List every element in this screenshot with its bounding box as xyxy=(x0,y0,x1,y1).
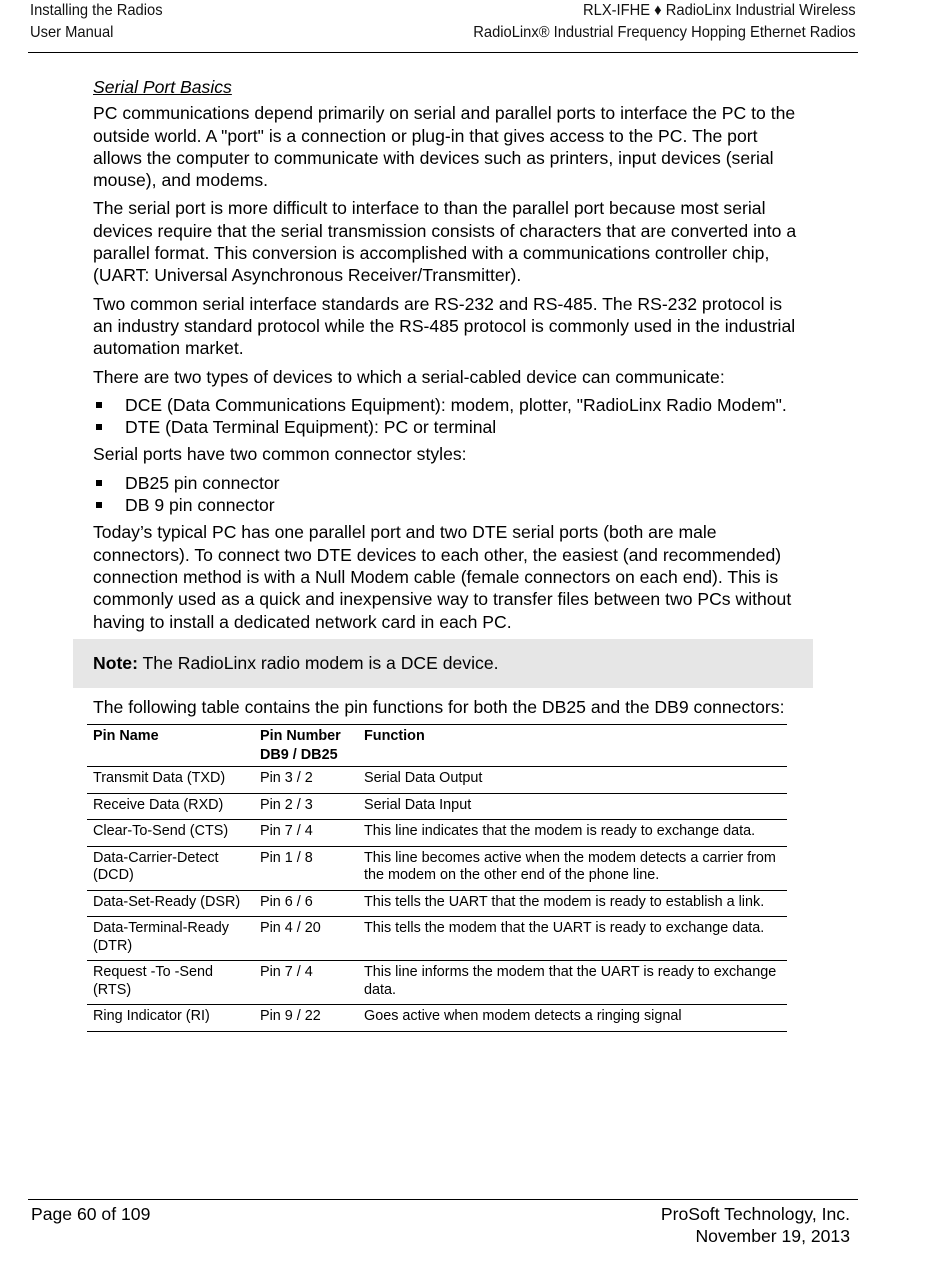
list-item-text: DCE (Data Communications Equipment): modem, plotter, "RadioLinx Radio Modem". xyxy=(125,394,787,415)
list-item-text: DB 9 pin connector xyxy=(125,495,275,516)
device-types-list xyxy=(93,394,798,439)
header-divider xyxy=(28,52,858,53)
column-header-pin-number-sub: DB9 / DB25 xyxy=(260,746,338,763)
paragraph-table-intro: The following table contains the pin functions for both the DB25 and the DB9 connectors: xyxy=(93,696,785,717)
note-text: The RadioLinx radio modem is a DCE device. xyxy=(137,652,499,673)
cell-pin-number: Pin 4 / 20 xyxy=(254,917,358,961)
header-product-line: RLX-IFHE ♦ RadioLinx Industrial Wireless xyxy=(583,2,856,19)
footer-right xyxy=(661,1203,850,1247)
header-doc-type: User Manual xyxy=(30,24,114,41)
table-row xyxy=(87,1005,787,1032)
cell-function: This tells the modem that the UART is ready to exchange data. xyxy=(358,917,787,961)
cell-pin-name: Clear-To-Send (CTS) xyxy=(87,820,254,847)
list-item xyxy=(93,416,798,438)
footer-divider xyxy=(28,1199,858,1200)
cell-pin-name: Data-Set-Ready (DSR) xyxy=(87,890,254,917)
note-box xyxy=(73,639,813,688)
table-row xyxy=(87,767,787,794)
table-row xyxy=(87,961,787,1005)
cell-pin-name: Receive Data (RXD) xyxy=(87,793,254,820)
company-name: ProSoft Technology, Inc. xyxy=(660,1204,850,1224)
cell-pin-name: Data-Carrier-Detect (DCD) xyxy=(87,846,254,890)
cell-function: This line indicates that the modem is ready to exchange data. xyxy=(358,820,787,847)
cell-pin-name: Ring Indicator (RI) xyxy=(87,1005,254,1032)
cell-pin-name: Data-Terminal-Ready (DTR) xyxy=(87,917,254,961)
cell-pin-number: Pin 7 / 4 xyxy=(254,961,358,1005)
bullet-icon xyxy=(96,402,102,408)
cell-pin-number: Pin 9 / 22 xyxy=(254,1005,358,1032)
section-title: Serial Port Basics xyxy=(93,77,232,97)
paragraph-connector-intro: Serial ports have two common connector styles: xyxy=(93,444,467,465)
cell-pin-number: Pin 7 / 4 xyxy=(254,820,358,847)
column-header-pin-number xyxy=(254,725,358,767)
header-section-title: Installing the Radios xyxy=(30,2,163,19)
table-row xyxy=(87,846,787,890)
cell-function: This line becomes active when the modem detects a carrier from the modem on the other end of the phone line. xyxy=(358,846,787,890)
paragraph-standards: Two common serial interface standards are RS-232 and RS-485. The RS-232 protocol is an industry standard protocol while the RS-485 protocol is commonly used in the industrial automation market. xyxy=(93,293,796,359)
list-item xyxy=(93,394,798,416)
paragraph-typical-pc: Today’s typical PC has one parallel port and two DTE serial ports (both are male connectors). To connect two DTE devices to each other, the easiest (and recommended) connection method is with a Null Modem cable (female connectors on each end). This is commonly used as a quick and inexpensive way to transfer files between two PCs without having to install a dedicated network card in each PC. xyxy=(93,522,792,632)
column-header-pin-number-label: Pin Number xyxy=(260,728,341,745)
list-item-text: DB25 pin connector xyxy=(125,472,280,493)
table-header-row xyxy=(87,725,787,767)
header-product-name: RadioLinx® Industrial Frequency Hopping Ethernet Radios xyxy=(473,24,856,41)
cell-pin-number: Pin 2 / 3 xyxy=(254,793,358,820)
header-right xyxy=(474,0,856,44)
cell-function: Goes active when modem detects a ringing signal xyxy=(358,1005,787,1032)
cell-pin-name: Transmit Data (TXD) xyxy=(87,767,254,794)
list-item-text: DTE (Data Terminal Equipment): PC or terminal xyxy=(125,417,497,438)
cell-function: This line informs the modem that the UART is ready to exchange data. xyxy=(358,961,787,1005)
bullet-icon xyxy=(96,502,102,508)
table-row xyxy=(87,793,787,820)
paragraph-pc-communications: PC communications depend primarily on serial and parallel ports to interface the PC to the outside world. A "port" is a connection or plug-in that gives access to the PC. The port allows the computer to communicate with devices such as printers, input devices (serial mouse), and modems. xyxy=(93,103,796,191)
list-item xyxy=(93,472,798,494)
cell-pin-number: Pin 3 / 2 xyxy=(254,767,358,794)
column-header-function: Function xyxy=(358,725,787,767)
table-row xyxy=(87,890,787,917)
column-header-pin-name: Pin Name xyxy=(87,725,254,767)
bullet-icon xyxy=(96,480,102,486)
bullet-icon xyxy=(96,424,102,430)
list-item xyxy=(93,494,798,516)
paragraph-serial-port: The serial port is more difficult to interface to than the parallel port because most serial devices require that the serial transmission consists of characters that are converted into a parallel format. This conversion is accomplished with a communications controller chip, (UART: Universal Asynchronous Receiver/Transmitter). xyxy=(93,198,797,286)
page-number: Page 60 of 109 xyxy=(31,1204,151,1224)
note-label: Note: xyxy=(93,652,138,673)
cell-function: Serial Data Output xyxy=(358,767,787,794)
page-content xyxy=(93,76,798,1032)
header-left xyxy=(30,0,163,44)
connector-styles-list xyxy=(93,472,798,517)
pin-functions-table xyxy=(87,724,787,1032)
publication-date: November 19, 2013 xyxy=(695,1226,850,1246)
table-row xyxy=(87,917,787,961)
cell-pin-name: Request -To -Send (RTS) xyxy=(87,961,254,1005)
paragraph-device-types-intro: There are two types of devices to which a serial-cabled device can communicate: xyxy=(93,366,725,387)
cell-pin-number: Pin 1 / 8 xyxy=(254,846,358,890)
cell-function: Serial Data Input xyxy=(358,793,787,820)
cell-pin-number: Pin 6 / 6 xyxy=(254,890,358,917)
cell-function: This tells the UART that the modem is ready to establish a link. xyxy=(358,890,787,917)
table-row xyxy=(87,820,787,847)
